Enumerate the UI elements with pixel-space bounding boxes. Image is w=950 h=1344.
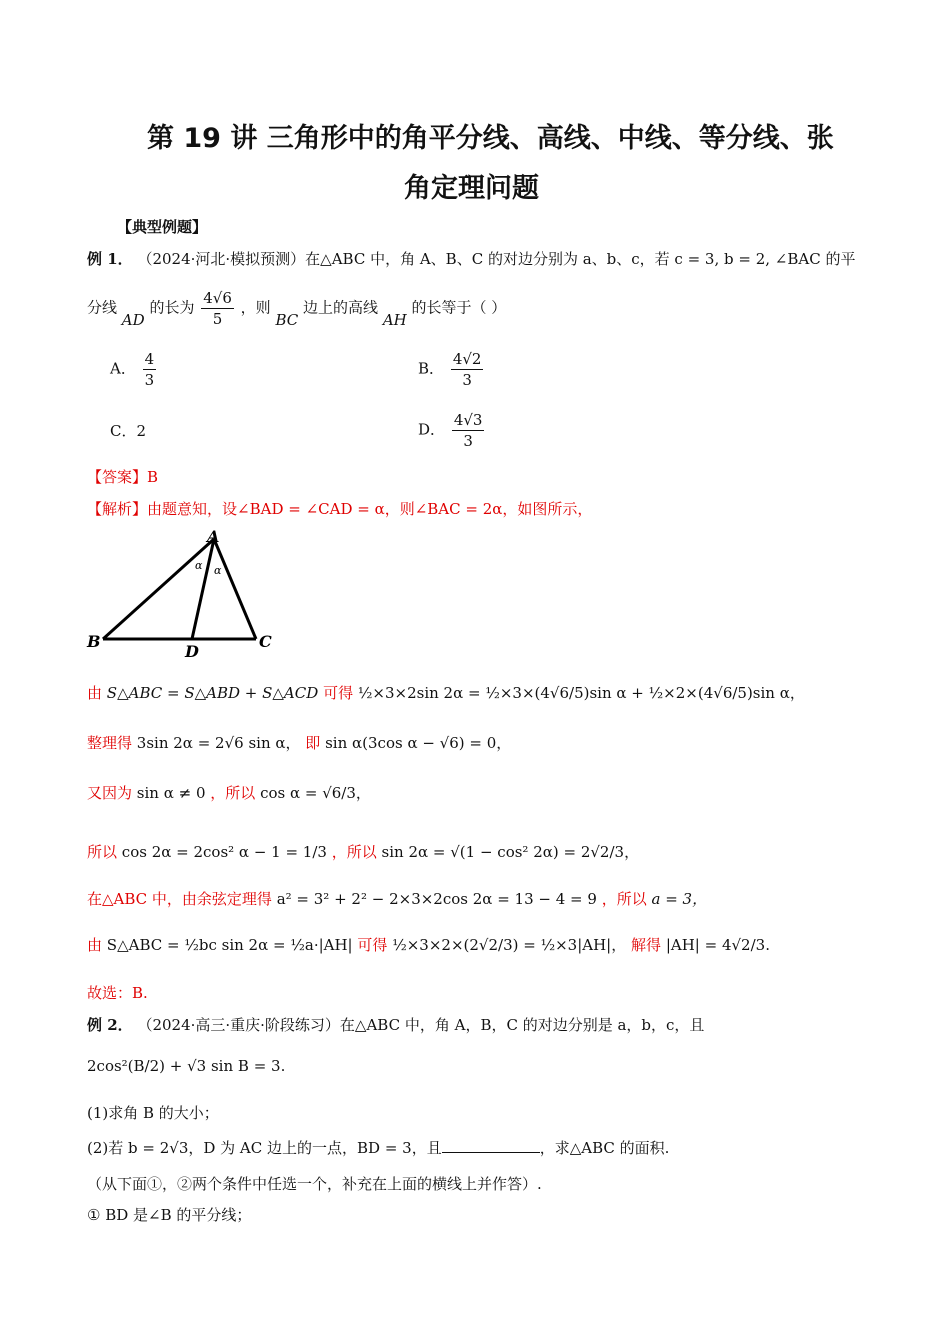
q2-text-e: 的长等于（ ） [411, 298, 507, 317]
example2-question-line1 [87, 1015, 704, 1035]
q2-bc: BC [275, 310, 299, 329]
triangle-figure [84, 527, 284, 662]
example1-question-line1 [87, 249, 855, 269]
page-title-line2: 角定理问题 [404, 173, 539, 204]
page-title: 第 19 讲 三角形中的角平分线、高线、中线、等分线、张 [147, 123, 834, 154]
q2-text-b: 的长为 [149, 298, 195, 317]
answer: 【答案】B [87, 468, 159, 486]
conclusion: 故选：B. [87, 984, 148, 1002]
step3: 又因为 sin α ≠ 0 ，所以 cos α = √6/3， [87, 784, 371, 802]
label-b: B [87, 632, 101, 651]
part1: (1)求角 B 的大小； [87, 1104, 219, 1122]
alpha-1: α [195, 559, 203, 572]
side-ac [214, 539, 256, 639]
step6: 由 S△ABC = ½bc sin 2α = ½a·|AH| 可得 ½×3×2×(2√2/3) = ½×3|AH|， 解得 |AH| = 4√2/3. [87, 936, 770, 954]
condition1: ① BD 是∠B 的平分线； [87, 1206, 252, 1224]
part2: (2)若 b = 2√3，D 为 AC 边上的一点，BD = 3，且 ，求△ABC 的面积. [87, 1139, 670, 1157]
section-label: 【典型例题】 [117, 218, 208, 236]
example2-equation: 2cos²(B/2) + √3 sin B = 3. [87, 1057, 286, 1075]
option-b: B． $\frac{4√2}{3}$ [418, 350, 482, 389]
fill-blank[interactable] [442, 1138, 540, 1153]
instruction: （从下面①，②两个条件中任选一个，补充在上面的横线上并作答）. [87, 1175, 542, 1193]
example1-question-text: （2024·河北·模拟预测）在△ABC 中，角 A、B、C 的对边分别为 a、b、c，若 c = 3, b = 2, ∠BAC 的平 [137, 250, 856, 268]
q2-text-a: 分线 [87, 298, 118, 317]
step2: 整理得 3sin 2α = 2√6 sin α， 即 sin α(3cos α − √6) = 0， [87, 734, 512, 752]
analysis-line1 [87, 499, 592, 519]
example1-label: 例 1． [87, 250, 133, 268]
example2-question-text: （2024·高三·重庆·阶段练习）在△ABC 中，角 A，B，C 的对边分别是 a，b，c，且 [137, 1016, 705, 1034]
q2-text-c: ，则 [240, 298, 271, 317]
option-d: D． $\frac{4√3}{3}$ [418, 411, 483, 450]
option-c: C．2 [110, 422, 147, 440]
label-a: A [207, 527, 220, 546]
example2-label: 例 2． [87, 1016, 133, 1034]
side-ab [103, 539, 214, 639]
label-d: D [185, 642, 199, 661]
q2-text-d: 边上的高线 [303, 298, 379, 317]
label-c: C [259, 632, 272, 651]
option-a: A． $\frac{4}{3}$ [110, 350, 155, 389]
step5: 在△ABC 中，由余弦定理得 a² = 3² + 2² − 2×3×2cos 2α = 13 − 4 = 9 ，所以 a = 3， [87, 890, 708, 908]
q2-ah: AH [382, 310, 407, 329]
example1-question-line2 [87, 288, 506, 329]
alpha-2: α [214, 564, 222, 577]
step4: 所以 cos 2α = 2cos² α − 1 = 1/3 ，所以 sin 2α = √(1 − cos² 2α) = 2√2/3， [87, 843, 640, 861]
q2-fraction: $\frac{4√6}{5}$ [203, 289, 232, 328]
analysis-label: 【解析】 [87, 500, 148, 518]
step1: 由 S△ABC = S△ABD + S△ACD 可得 ½×3×2sin 2α = ½×3×(4√6/5)sin α + ½×2×(4√6/5)sin α， [87, 684, 805, 702]
q2-ad: AD [121, 310, 145, 329]
analysis-text: 由题意知，设∠BAD = ∠CAD = α，则∠BAC = 2α，如图所示， [147, 500, 593, 518]
